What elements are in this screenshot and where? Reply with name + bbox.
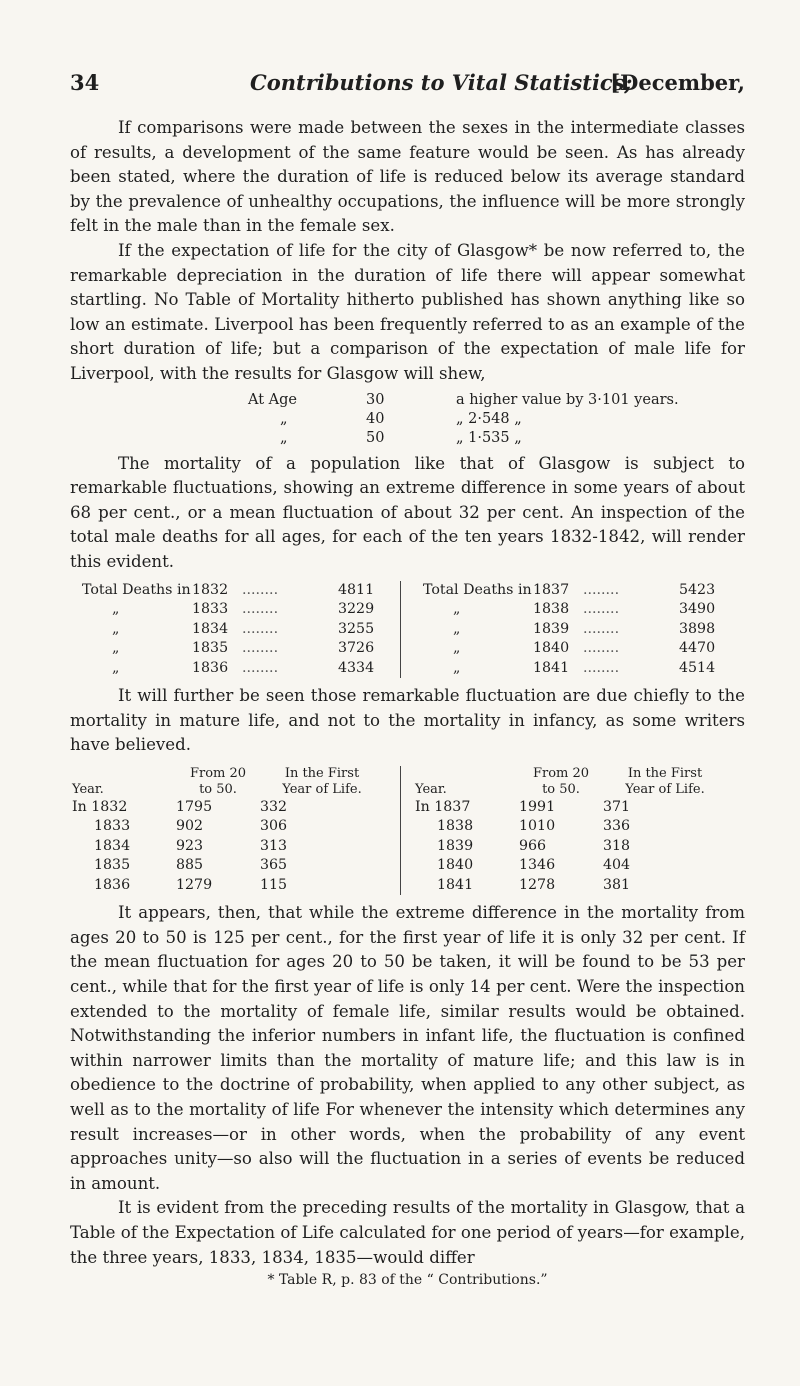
- deaths-value: 3255: [338, 620, 375, 637]
- table-row: [413, 817, 736, 837]
- mortality-by-age-table: [70, 766, 745, 896]
- deaths-row: [82, 581, 400, 601]
- deaths-year: 1832: [192, 581, 229, 598]
- deaths-value: 5423: [679, 581, 716, 598]
- deaths-label: „: [453, 620, 461, 637]
- table-row: [413, 856, 736, 876]
- deaths-value: 3726: [338, 640, 375, 656]
- table-row: [70, 876, 400, 896]
- expectation-comparison: [248, 391, 745, 448]
- value-first-year: 115: [260, 876, 288, 893]
- comparison-label: „: [280, 429, 288, 446]
- header-spacer: [413, 766, 519, 782]
- deaths-label: „: [112, 659, 120, 676]
- row-year: 1834: [94, 837, 131, 854]
- comparison-row: [248, 410, 745, 429]
- table-row: [70, 837, 400, 857]
- value-first-year: 365: [260, 857, 288, 874]
- row-year: 1840: [437, 857, 474, 874]
- comparison-label: At Age: [248, 391, 297, 408]
- deaths-year: 1835: [192, 640, 229, 656]
- deaths-label: Total Deaths in: [82, 581, 191, 598]
- leader-dots: ........: [242, 620, 279, 637]
- value-first-year: 371: [603, 798, 631, 815]
- deaths-column-right: [401, 581, 736, 679]
- row-year: 1839: [437, 837, 474, 854]
- deaths-value: 3490: [679, 601, 716, 617]
- leader-dots: ........: [583, 620, 620, 637]
- leader-dots: ........: [583, 601, 620, 617]
- row-year: 1835: [94, 857, 131, 874]
- deaths-year: 1839: [533, 620, 570, 637]
- deaths-value: 4334: [338, 659, 375, 676]
- deaths-year: 1838: [533, 601, 570, 617]
- leader-dots: ........: [242, 601, 279, 617]
- deaths-value: 3898: [679, 620, 716, 637]
- column-header-row: [413, 766, 736, 782]
- total-deaths-table: [70, 581, 745, 679]
- leader-dots: ........: [242, 659, 279, 676]
- leader-dots: ........: [242, 581, 279, 598]
- table-row: [70, 798, 400, 818]
- comparison-age: 30: [366, 391, 385, 408]
- paragraph-4: It will further be seen those remarkable fluctuation are due chiefly to the mortality in mature life, and not to the mortality in infancy, as some writers have believed.: [70, 686, 745, 755]
- running-section: [December,: [610, 70, 745, 95]
- value-ages-20-50: 1991: [519, 798, 556, 815]
- table-row: [70, 817, 400, 837]
- deaths-row: [82, 659, 400, 679]
- leader-dots: ........: [583, 581, 620, 598]
- deaths-row: [423, 581, 736, 601]
- deaths-value: 4514: [679, 659, 716, 676]
- comparison-row: [248, 391, 745, 410]
- paragraph-1: If comparisons were made between the sexes in the intermediate classes of results, a development of the same feature would be seen. As has already been stated, where the duration of life is reduced below its average standard by the prevalence of unhealthy occupations, the influence will be more strongly felt in the male than in the female sex.: [70, 118, 745, 236]
- running-header: [70, 70, 745, 102]
- deaths-year: 1834: [192, 620, 229, 637]
- comparison-age: 40: [366, 410, 385, 427]
- header-from-20: From 20: [532, 765, 590, 781]
- paragraph-3: The mortality of a population like that of Glasgow is subject to remarkable fluctuations, showing an extreme difference in some years of about 68 per cent., or a mean fluctuation of about 32 per cent. An inspection of the total male deaths for all ages, for each of the ten years 1832-1842, will render this evident.: [70, 453, 745, 571]
- mortality-column-right: [401, 766, 736, 896]
- comparison-text: „ 1·535 „: [456, 429, 522, 446]
- deaths-label: „: [453, 601, 461, 617]
- deaths-row: [423, 659, 736, 679]
- value-ages-20-50: 885: [176, 857, 204, 874]
- row-year: 1838: [437, 818, 474, 835]
- leader-dots: ........: [242, 640, 279, 656]
- column-header-row: [70, 766, 400, 782]
- page-number: 34: [70, 70, 100, 95]
- value-first-year: 318: [603, 837, 631, 854]
- header-from-20: From 20: [189, 765, 247, 781]
- comparison-row: [248, 429, 745, 448]
- footnote: * Table R, p. 83 of the “ Contributions.”: [267, 1272, 548, 1289]
- deaths-row: [82, 620, 400, 640]
- comparison-age: 50: [366, 429, 385, 446]
- column-header-row: [413, 782, 736, 798]
- page: [70, 70, 745, 1288]
- value-ages-20-50: 966: [519, 837, 547, 854]
- row-year: 1836: [94, 876, 131, 893]
- header-to-50: to 50.: [199, 781, 237, 797]
- deaths-label: „: [453, 640, 461, 656]
- header-year: Year.: [72, 781, 104, 797]
- value-first-year: 381: [603, 876, 631, 893]
- deaths-row: [423, 639, 736, 659]
- paragraph-2: If the expectation of life for the city of Glasgow* be now referred to, the remarkable depreciation in the duration of life there will appear somewhat startling. No Table of Mortality hitherto published has shown anything like so low an estimate. Liverpool has been frequently referred to as an example of the short duration of life; but a comparison of the expectation of male life for Liverpool, with the results for Glasgow will shew,: [70, 240, 745, 383]
- row-year: 1841: [437, 876, 474, 893]
- header-to-50: to 50.: [542, 781, 580, 797]
- value-ages-20-50: 1278: [519, 876, 556, 893]
- deaths-row: [82, 600, 400, 620]
- deaths-column-left: [70, 581, 401, 679]
- deaths-value: 3229: [338, 601, 375, 617]
- deaths-year: 1841: [533, 659, 570, 676]
- value-ages-20-50: 1346: [519, 857, 556, 874]
- deaths-year: 1836: [192, 659, 229, 676]
- header-first-year: In the First: [284, 765, 360, 781]
- body-text: [70, 116, 745, 1288]
- deaths-row: [423, 600, 736, 620]
- row-year: 1833: [94, 818, 131, 835]
- table-row: [413, 798, 736, 818]
- deaths-value: 4811: [338, 581, 375, 598]
- paragraph-6: It is evident from the preceding results of the mortality in Glasgow, that a Table of the Expectation of Life calculated for one period of years—for example, the three years, 1833, 1834, 1835—would differ: [70, 1198, 745, 1267]
- deaths-value: 4470: [679, 640, 716, 656]
- column-header-row: [70, 782, 400, 798]
- comparison-text: a higher value by 3·101 years.: [456, 391, 679, 408]
- value-ages-20-50: 1010: [519, 818, 556, 835]
- value-first-year: 336: [603, 818, 631, 835]
- leader-dots: ........: [583, 659, 620, 676]
- value-first-year: 404: [603, 857, 631, 874]
- deaths-year: 1833: [192, 601, 229, 617]
- value-first-year: 306: [260, 818, 288, 835]
- deaths-label: „: [453, 659, 461, 676]
- deaths-label: „: [112, 601, 120, 617]
- deaths-label: „: [112, 620, 120, 637]
- row-year: In 1837: [415, 798, 471, 815]
- header-spacer: [70, 766, 176, 782]
- value-ages-20-50: 923: [176, 837, 204, 854]
- comparison-label: „: [280, 410, 288, 427]
- deaths-year: 1837: [533, 581, 570, 598]
- mortality-column-left: [70, 766, 401, 896]
- comparison-text: „ 2·548 „: [456, 410, 522, 427]
- deaths-row: [423, 620, 736, 640]
- row-year: In 1832: [72, 798, 128, 815]
- header-first-year: In the First: [627, 765, 703, 781]
- value-ages-20-50: 1279: [176, 876, 213, 893]
- header-year-of-life: Year of Life.: [625, 781, 705, 797]
- table-row: [413, 837, 736, 857]
- running-title: Contributions to Vital Statistics;: [250, 70, 633, 95]
- deaths-label: Total Deaths in: [423, 581, 532, 598]
- header-year-of-life: Year of Life.: [282, 781, 362, 797]
- value-ages-20-50: 1795: [176, 798, 213, 815]
- table-row: [70, 856, 400, 876]
- deaths-year: 1840: [533, 640, 570, 656]
- deaths-row: [82, 639, 400, 659]
- deaths-label: „: [112, 640, 120, 656]
- header-year: Year.: [415, 781, 447, 797]
- value-first-year: 313: [260, 837, 288, 854]
- table-row: [413, 876, 736, 896]
- value-first-year: 332: [260, 798, 288, 815]
- paragraph-5: It appears, then, that while the extreme difference in the mortality from ages 20 to 50 is 125 per cent., for the first year of life it is only 32 per cent. If the mean fluctuation for ages 20 to 50 be taken, it will be found to be 53 per cent., while that for the first year of life is only 14 per cent. Were the inspection extended to the mortality of female life, similar results would be obtained. Notwithstanding the inferior numbers in infant life, the fluctuation is confined within narrower limits than the mortality of mature life; and this law is in obedience to the doctrine of probability, when applied to any other subject, as well as to the mortality of life For whenever the intensity which determines any result increases—or in other words, when the probability of any event approaches unity—so also will the fluctuation in a series of events be reduced in amount.: [70, 903, 745, 1193]
- leader-dots: ........: [583, 640, 620, 656]
- value-ages-20-50: 902: [176, 818, 204, 835]
